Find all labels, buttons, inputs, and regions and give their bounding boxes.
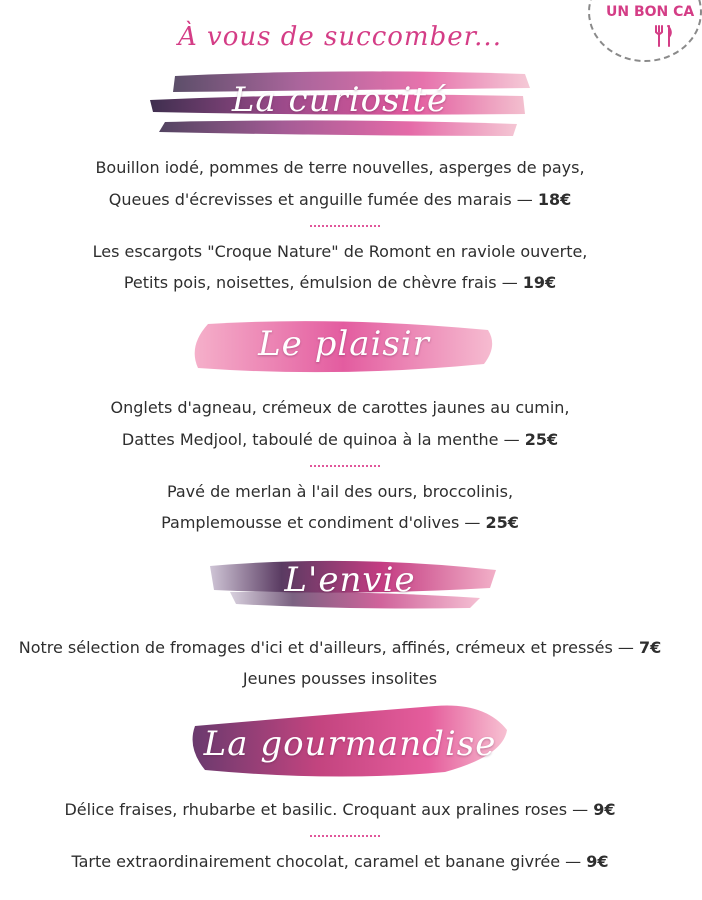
- section-title: La gourmandise: [203, 724, 497, 764]
- dish-text: Queues d'écrevisses et anguille fumée des marais —: [108, 190, 533, 209]
- section-title: La curiosité: [231, 80, 449, 120]
- fork-knife-icon: [653, 24, 675, 48]
- section-title: L'envie: [284, 560, 416, 600]
- menu-tagline: À vous de succomber...: [178, 22, 502, 52]
- dish-line: Onglets d'agneau, crémeux de carottes jaunes au cumin,: [110, 398, 570, 417]
- section-banner-gourmandise: [185, 700, 515, 784]
- dish-text: Petits pois, noisettes, émulsion de chèvre frais —: [123, 273, 518, 292]
- dish-line-with-price: [0, 430, 680, 450]
- dish-price: 9€: [586, 852, 609, 871]
- section-banner-plaisir: [188, 316, 500, 378]
- dish-line: Les escargots "Croque Nature" de Romont en raviole ouverte,: [92, 242, 588, 261]
- dish-price: 18€: [537, 190, 572, 209]
- dish-line-with-price: [0, 513, 680, 533]
- dish-line-with-price: [0, 273, 680, 293]
- dotted-separator: [310, 835, 380, 837]
- badge-text: UN BON CA: [606, 4, 695, 20]
- dish-text: Dattes Medjool, taboulé de quinoa à la menthe —: [121, 430, 520, 449]
- dish-text: Tarte extraordinairement chocolat, caramel et banane givrée —: [71, 852, 582, 871]
- dish-text: Notre sélection de fromages d'ici et d'ailleurs, affinés, crémeux et pressés —: [18, 638, 634, 657]
- dotted-separator: [310, 225, 380, 227]
- section-banner-envie: [200, 552, 500, 614]
- restaurant-badge: [588, 0, 702, 62]
- dish-price: 9€: [593, 800, 616, 819]
- dish-price: 25€: [524, 430, 559, 449]
- dish-text: Délice fraises, rhubarbe et basilic. Croquant aux pralines roses —: [64, 800, 589, 819]
- dish-text: Pamplemousse et condiment d'olives —: [161, 513, 481, 532]
- dish-line: Bouillon iodé, pommes de terre nouvelles, asperges de pays,: [95, 158, 585, 177]
- dish-line-with-price: [0, 852, 680, 872]
- section-banner-curiosite: [145, 66, 535, 146]
- dish-line: Pavé de merlan à l'ail des ours, broccolinis,: [166, 482, 514, 501]
- dish-price: 19€: [522, 273, 557, 292]
- dish-line-with-price: [0, 638, 680, 658]
- dish-price: 7€: [638, 638, 662, 657]
- dish-line-with-price: [0, 800, 680, 820]
- dish-line: Jeunes pousses insolites: [242, 669, 438, 688]
- dish-price: 25€: [485, 513, 519, 532]
- dish-line-with-price: [0, 190, 680, 210]
- dotted-separator: [310, 465, 380, 467]
- section-title: Le plaisir: [258, 324, 430, 364]
